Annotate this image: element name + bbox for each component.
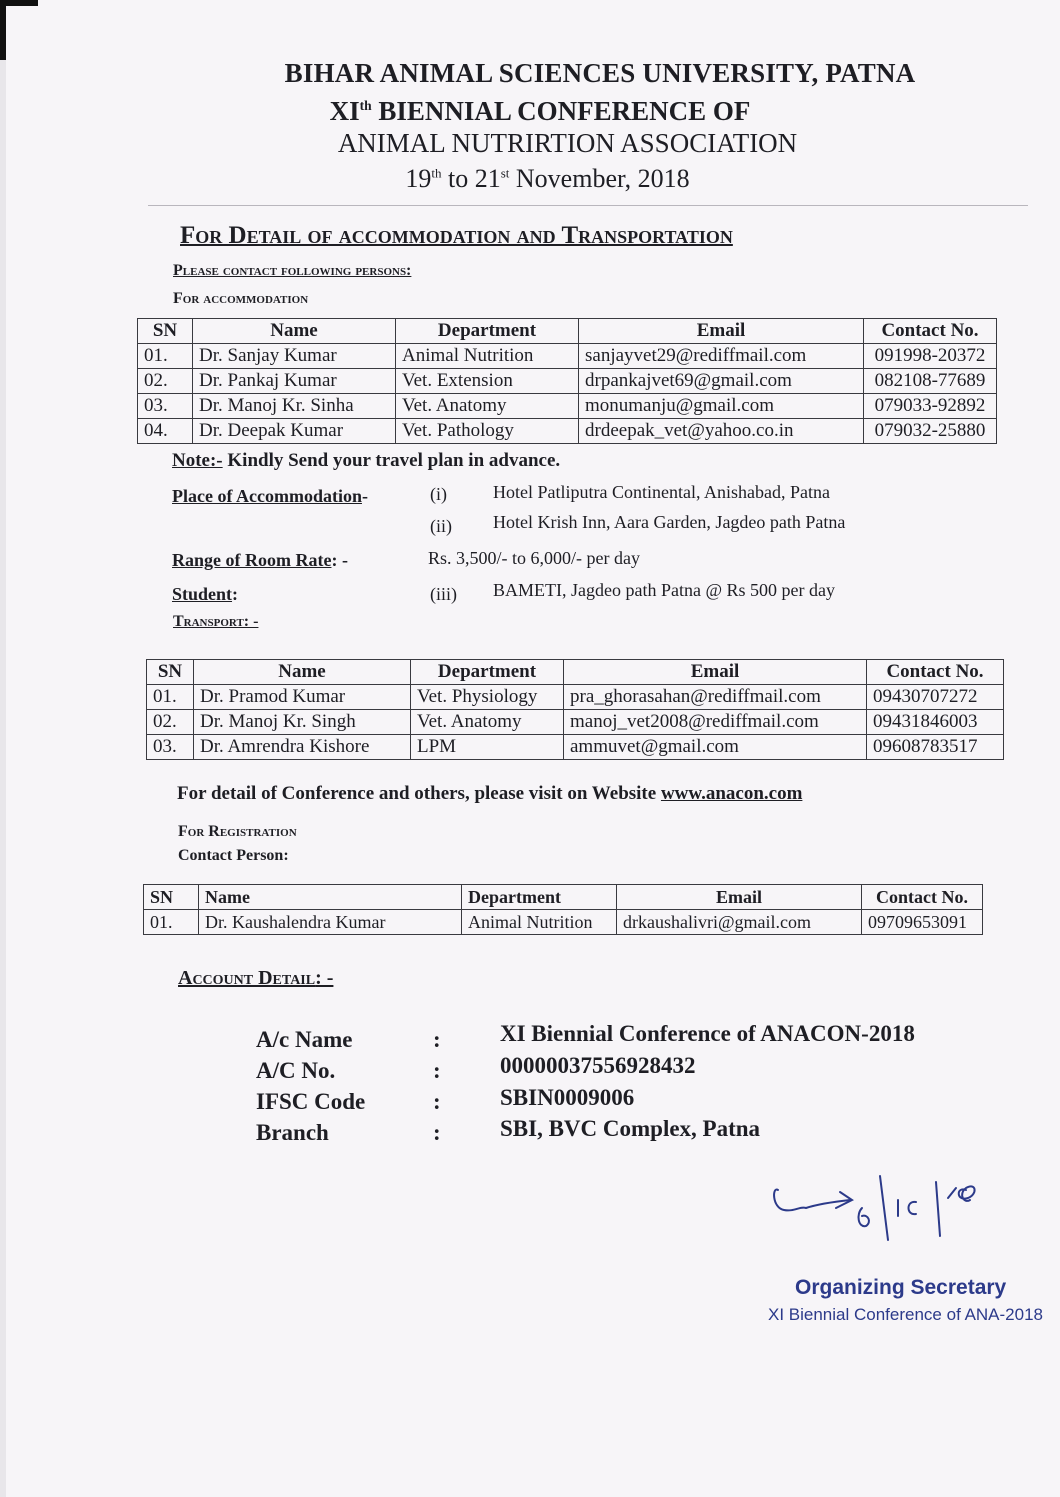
accommodation-contacts-table: [137, 318, 997, 444]
header-contact: Contact No.: [867, 660, 1004, 685]
place-2: Hotel Krish Inn, Aara Garden, Jagdeo path Patna: [493, 512, 846, 532]
cell-sn: 03.: [138, 394, 193, 419]
transport-heading: Transport: -: [173, 613, 259, 630]
cell-email[interactable]: drpankajvet69@gmail.com: [579, 369, 864, 394]
cell-name: Dr. Pramod Kumar: [194, 685, 411, 710]
cell-email[interactable]: drkaushalivri@gmail.com: [617, 910, 862, 935]
account-detail-heading: [178, 967, 333, 990]
table-header-row: [138, 319, 997, 344]
cell-email[interactable]: monumanju@gmail.com: [579, 394, 864, 419]
cell-email[interactable]: pra_ghorasahan@rediffmail.com: [564, 685, 867, 710]
cell-contact: 079033-92892: [864, 394, 997, 419]
header-department: Department: [462, 885, 617, 910]
signature-digit-6: [859, 1208, 869, 1226]
signature-slash-2: [936, 1182, 940, 1236]
header-name: Name: [199, 885, 462, 910]
note-text: Kindly Send your travel plan in advance.: [222, 450, 561, 471]
cell-name: Dr. Kaushalendra Kumar: [199, 910, 462, 935]
header-contact: Contact No.: [862, 885, 983, 910]
header-divider: [148, 205, 1028, 206]
signature-digit-8: [959, 1186, 975, 1201]
date-end-sup: st: [500, 165, 510, 181]
cell-department: Animal Nutrition: [462, 910, 617, 935]
student-label-suffix: :: [232, 584, 239, 604]
ifsc-sep: :: [433, 1089, 441, 1114]
place-num-1: (i): [430, 484, 447, 504]
student-num: (iii): [430, 584, 457, 604]
cell-contact: 079032-25880: [864, 419, 997, 444]
branch-value: SBI, BVC Complex, Patna: [500, 1116, 761, 1141]
cell-department: Vet. Physiology: [411, 685, 564, 710]
rate-label: Range of Room Rate: [172, 550, 332, 570]
cell-contact: 09431846003: [867, 710, 1004, 735]
university-title: BIHAR ANIMAL SCIENCES UNIVERSITY, PATNA: [284, 58, 916, 88]
cell-department: Vet. Anatomy: [411, 710, 564, 735]
stamp-organization: XI Biennial Conference of ANA-2018: [768, 1305, 1044, 1324]
cell-department: Vet. Extension: [396, 369, 579, 394]
conference-ordinal: XI: [329, 96, 360, 126]
header-sn: SN: [138, 319, 193, 344]
cell-name: Dr. Deepak Kumar: [193, 419, 396, 444]
cell-sn: 03.: [147, 735, 194, 760]
ifsc-value: SBIN0009006: [500, 1085, 635, 1110]
header-email: Email: [579, 319, 864, 344]
table-row: [138, 394, 997, 419]
registration-contacts-table: [143, 884, 983, 935]
cell-department: LPM: [411, 735, 564, 760]
conference-title-text: BIENNIAL CONFERENCE OF: [371, 96, 751, 126]
table-row: [138, 419, 997, 444]
cell-name: Dr. Manoj Kr. Singh: [194, 710, 411, 735]
account-title-suffix: : -: [315, 967, 334, 989]
cell-sn: 01.: [138, 344, 193, 369]
note-label: Note:-: [172, 450, 223, 471]
date-start: 19: [405, 164, 432, 193]
header-email: Email: [564, 660, 867, 685]
cell-name: Dr. Sanjay Kumar: [193, 344, 396, 369]
rate-label-suffix: : -: [331, 550, 348, 570]
table-row: [138, 369, 997, 394]
cell-department: Vet. Anatomy: [396, 394, 579, 419]
room-rate-label: [172, 550, 348, 571]
website-text: For detail of Conference and others, please visit on Website: [177, 783, 661, 804]
website-line: [177, 783, 802, 805]
place-of-accommodation-label: [172, 486, 368, 507]
table-row: [138, 344, 997, 369]
header-department: Department: [411, 660, 564, 685]
scan-edge-left: [0, 0, 6, 1497]
place-num-2: (ii): [430, 516, 452, 536]
cell-department: Animal Nutrition: [396, 344, 579, 369]
please-contact-heading: Please contact following persons:: [173, 262, 412, 279]
cell-contact: 09430707272: [867, 685, 1004, 710]
cell-contact: 09709653091: [862, 910, 983, 935]
header-sn: SN: [144, 885, 199, 910]
transport-contacts-table: [146, 659, 1004, 760]
account-name-sep: :: [433, 1027, 441, 1052]
student-label: [172, 584, 238, 605]
cell-email[interactable]: sanjayvet29@rediffmail.com: [579, 344, 864, 369]
header-name: Name: [193, 319, 396, 344]
cell-name: Dr. Amrendra Kishore: [194, 735, 411, 760]
table-row: [147, 710, 1004, 735]
account-number-label: A/C No.: [256, 1058, 336, 1083]
header-contact: Contact No.: [864, 319, 997, 344]
cell-name: Dr. Pankaj Kumar: [193, 369, 396, 394]
conference-dates: [0, 164, 1060, 194]
cell-contact: 091998-20372: [864, 344, 997, 369]
branch-label: Branch: [256, 1120, 329, 1145]
handwritten-signature: [770, 1168, 1020, 1248]
association-title: ANIMAL NUTRIRTION ASSOCIATION: [337, 128, 798, 158]
signature-digit-0: [909, 1202, 917, 1214]
room-rate-value: Rs. 3,500/- to 6,000/- per day: [428, 548, 640, 568]
date-start-sup: th: [431, 165, 442, 181]
contact-person-label: Contact Person:: [178, 847, 289, 864]
registration-heading: For Registration: [178, 823, 297, 840]
account-name-label: A/c Name: [256, 1027, 353, 1052]
account-title: Account Detail: [178, 967, 316, 989]
header-sn: SN: [147, 660, 194, 685]
place-label-suffix: -: [361, 486, 368, 506]
account-number-sep: :: [433, 1058, 441, 1083]
cell-email[interactable]: drdeepak_vet@yahoo.co.in: [579, 419, 864, 444]
cell-contact: 082108-77689: [864, 369, 997, 394]
cell-sn: 01.: [147, 685, 194, 710]
cell-email[interactable]: ammuvet@gmail.com: [564, 735, 867, 760]
cell-department: Vet. Pathology: [396, 419, 579, 444]
website-link[interactable]: www.anacon.com: [660, 783, 803, 804]
cell-sn: 02.: [147, 710, 194, 735]
header-name: Name: [194, 660, 411, 685]
cell-sn: 01.: [144, 910, 199, 935]
student-label-text: Student: [172, 584, 233, 604]
stamp-title: Organizing Secretary: [795, 1276, 1007, 1299]
date-end: to 21: [441, 164, 501, 193]
cell-email[interactable]: manoj_vet2008@rediffmail.com: [564, 710, 867, 735]
place-1: Hotel Patliputra Continental, Anishabad, Patna: [493, 482, 830, 502]
student-accommodation: BAMETI, Jagdeo path Patna @ Rs 500 per day: [493, 580, 836, 600]
header-email: Email: [617, 885, 862, 910]
table-row: [147, 735, 1004, 760]
branch-sep: :: [433, 1120, 441, 1145]
table-row: [144, 910, 983, 935]
signature-slash-1: [880, 1176, 888, 1240]
account-name-value: XI Biennial Conference of ANACON-2018: [500, 1021, 915, 1046]
date-month-year: November, 2018: [509, 164, 690, 193]
table-header-row: [144, 885, 983, 910]
conference-title: [0, 96, 1060, 127]
for-accommodation-heading: For accommodation: [173, 290, 309, 307]
cell-name: Dr. Manoj Kr. Sinha: [193, 394, 396, 419]
table-row: [147, 685, 1004, 710]
note: [172, 450, 560, 472]
signature-digit-1b: [948, 1188, 956, 1198]
table-header-row: [147, 660, 1004, 685]
conference-ordinal-sup: th: [359, 98, 372, 113]
section-title: For Detail of accommodation and Transportation: [180, 222, 733, 249]
cell-sn: 04.: [138, 419, 193, 444]
header-department: Department: [396, 319, 579, 344]
cell-sn: 02.: [138, 369, 193, 394]
account-number-value: 00000037556928432: [500, 1053, 696, 1078]
ifsc-label: IFSC Code: [256, 1089, 366, 1114]
place-label: Place of Accommodation: [172, 486, 362, 506]
cell-contact: 09608783517: [867, 735, 1004, 760]
